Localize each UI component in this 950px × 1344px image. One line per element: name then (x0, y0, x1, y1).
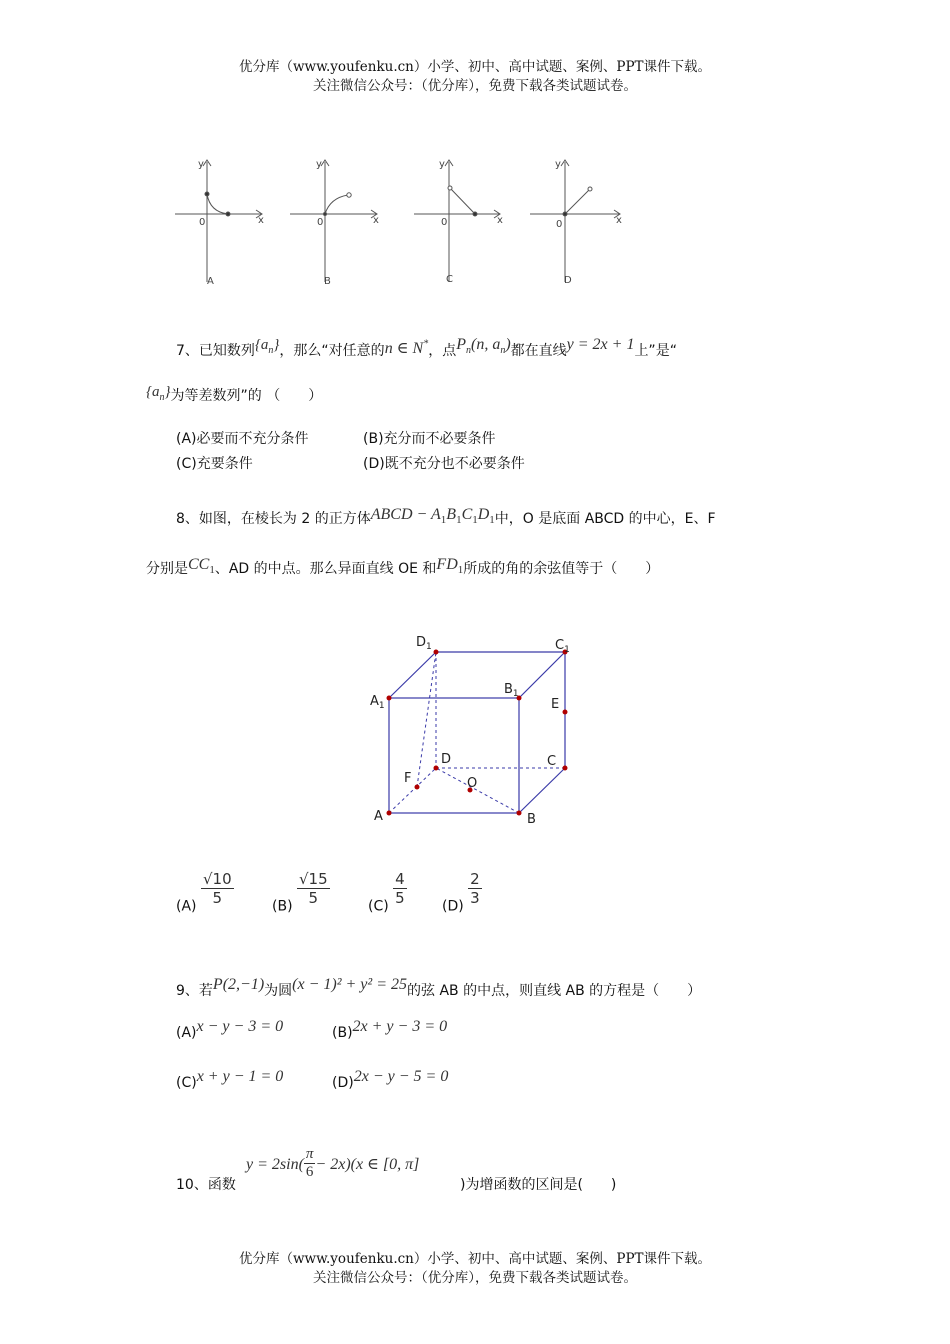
graph-b-label: B (324, 276, 331, 287)
graph-d-x-label: x (616, 215, 622, 226)
cube-front-face (389, 698, 519, 813)
question-8-line-2 (146, 556, 659, 578)
footer-line-2: 关注微信公众号：（优分库），免费下载各类试题试卷。 (313, 1270, 637, 1286)
q8-option-b-fraction: $\frac{√15}{5}$ (298, 870, 328, 907)
question-8-line-1 (176, 506, 716, 528)
q10-prefix: 10、函数 (176, 1177, 236, 1193)
graph-d-label: D (564, 275, 572, 286)
q7-option-d: (D)既不充分也不必要条件 (363, 456, 525, 472)
q8-option-c-fraction: $\frac{4}{5}$ (395, 870, 405, 907)
graph-d-origin: 0 (556, 219, 563, 230)
q7-line-2-text: 为等差数列”的 （ ） (170, 388, 323, 404)
q9-point: P(2,−1) (212, 976, 265, 993)
q8-option-b: (B) $\frac{√15}{5}$ (272, 870, 328, 915)
graph-b (290, 160, 377, 282)
edge-bc (519, 768, 565, 813)
page-footer (0, 1250, 950, 1288)
label-f: F (404, 771, 412, 786)
q9-option-c: (C)x + y − 1 = 0 (176, 1068, 284, 1091)
q10-suffix: )为增函数的区间是( ) (460, 1177, 617, 1193)
label-b1: $B_1$ (504, 682, 519, 699)
graph-a-x-label: x (258, 215, 264, 226)
q7-line-equation: y = 2x + 1 (566, 336, 635, 353)
q8-prefix: 8、如图，在棱长为 2 的正方体 (176, 511, 371, 527)
q8-option-c: (C) $\frac{4}{5}$ (368, 870, 405, 915)
q8-fd1: $FD_1$ (436, 556, 464, 577)
q9-option-b: (B)2x + y − 3 = 0 (332, 1018, 448, 1041)
q8-line-2-suffix: 所成的角的余弦值等于（ ） (463, 561, 660, 577)
graph-c-y-label: y (439, 159, 445, 170)
label-c: C (547, 754, 557, 769)
question-7-line-1 (176, 336, 677, 360)
q8-line-2-mid: 、AD 的中点。那么异面直线 OE 和 (214, 561, 437, 577)
q7-mid-2: ，点 (428, 343, 457, 359)
q8-option-d-fraction: $\frac{2}{3}$ (470, 870, 480, 907)
label-c1: $C_1$ (555, 638, 570, 655)
graph-a (175, 160, 262, 282)
graph-b-origin: 0 (317, 217, 324, 228)
label-b: B (527, 812, 536, 827)
question-7-line-2 (146, 384, 322, 405)
q9-option-a: (A)x − y − 3 = 0 (176, 1018, 284, 1041)
q8-cube: ABCD − $A_1B_1C_1D_1$ (370, 506, 495, 527)
label-o: O (467, 776, 478, 791)
q8-option-a: (A) $\frac{√10}{5}$ (176, 870, 232, 915)
edge-ad-hidden (389, 768, 436, 813)
q7-prefix: 7、已知数列 (176, 343, 255, 359)
q8-cc1: $CC_1$ (188, 556, 215, 577)
q7-sequence: $\{a_n\}$ (254, 337, 280, 356)
graph-c-label: C (446, 274, 453, 285)
cube-figure (360, 625, 590, 830)
graph-a-origin: 0 (199, 217, 206, 228)
graph-d (530, 160, 620, 282)
q8-line-2-prefix: 分别是 (146, 561, 188, 577)
edge-a1d1 (389, 652, 436, 698)
q7-n-in-n: n ∈ N* (384, 338, 429, 357)
q8-suffix: 中，O 是底面 ABCD 的中心，E、F (494, 511, 716, 527)
q9-prefix: 9、若 (176, 983, 213, 999)
label-e: E (551, 697, 560, 712)
footer-line-1: 优分库（www.youfenku.cn）小学、初中、高中试题、案例、PPT课件下载。 (238, 1251, 712, 1267)
label-a1: $A_1$ (370, 694, 385, 711)
q10-pi-over-6: $\frac{\pi}{6}$ (305, 1146, 314, 1180)
label-a: A (374, 809, 383, 824)
segment-fd1 (417, 652, 436, 787)
q7-option-a: (A)必要而不充分条件 (176, 431, 309, 447)
function-graphs (170, 150, 640, 295)
graph-d-y-label: y (555, 159, 561, 170)
q7-point: $P_n(n$, $a_n$) (456, 336, 511, 357)
graph-a-label: A (207, 276, 214, 287)
q7-option-c: (C)充要条件 (176, 456, 253, 472)
header-line-2: 关注微信公众号：（优分库），免费下载各类试题试卷。 (313, 78, 637, 94)
graph-c-x-label: x (497, 215, 503, 226)
graph-a-y-label: y (198, 159, 204, 170)
graph-b-y-label: y (316, 159, 322, 170)
graph-b-x-label: x (373, 215, 379, 226)
page-header (0, 58, 950, 96)
label-d: D (441, 752, 452, 767)
q8-option-a-fraction: $\frac{√10}{5}$ (202, 870, 232, 907)
q7-mid-3: 都在直线 (510, 343, 567, 359)
graph-c (414, 160, 500, 282)
q9-option-d: (D)2x − y − 5 = 0 (332, 1068, 449, 1091)
label-d1: $D_1$ (416, 635, 432, 652)
q8-option-d: (D) $\frac{2}{3}$ (442, 870, 480, 915)
question-9 (176, 976, 701, 1000)
q7-sequence-2: $\{a_n\}$ (146, 384, 171, 403)
q9-mid: 为圆 (264, 983, 293, 999)
edge-b1c1 (519, 652, 565, 698)
q9-circle-equation: (x − 1)² + y² = 25 (292, 976, 407, 993)
q9-suffix: 的弦 AB 的中点，则直线 AB 的方程是（ ） (407, 983, 702, 999)
graph-c-origin: 0 (441, 217, 448, 228)
q7-option-b: (B)充分而不必要条件 (363, 431, 496, 447)
q7-mid-1: ，那么“对任意的 (279, 343, 385, 359)
header-line-1: 优分库（www.youfenku.cn）小学、初中、高中试题、案例、PPT课件下载。 (238, 59, 712, 75)
q7-suffix: 上”是“ (634, 343, 677, 359)
diagonal-bd-hidden (436, 768, 519, 813)
q10-function: y = 2sin( $\frac{\pi}{6}$ − 2x)(x ∈ [0, π] (246, 1146, 420, 1180)
